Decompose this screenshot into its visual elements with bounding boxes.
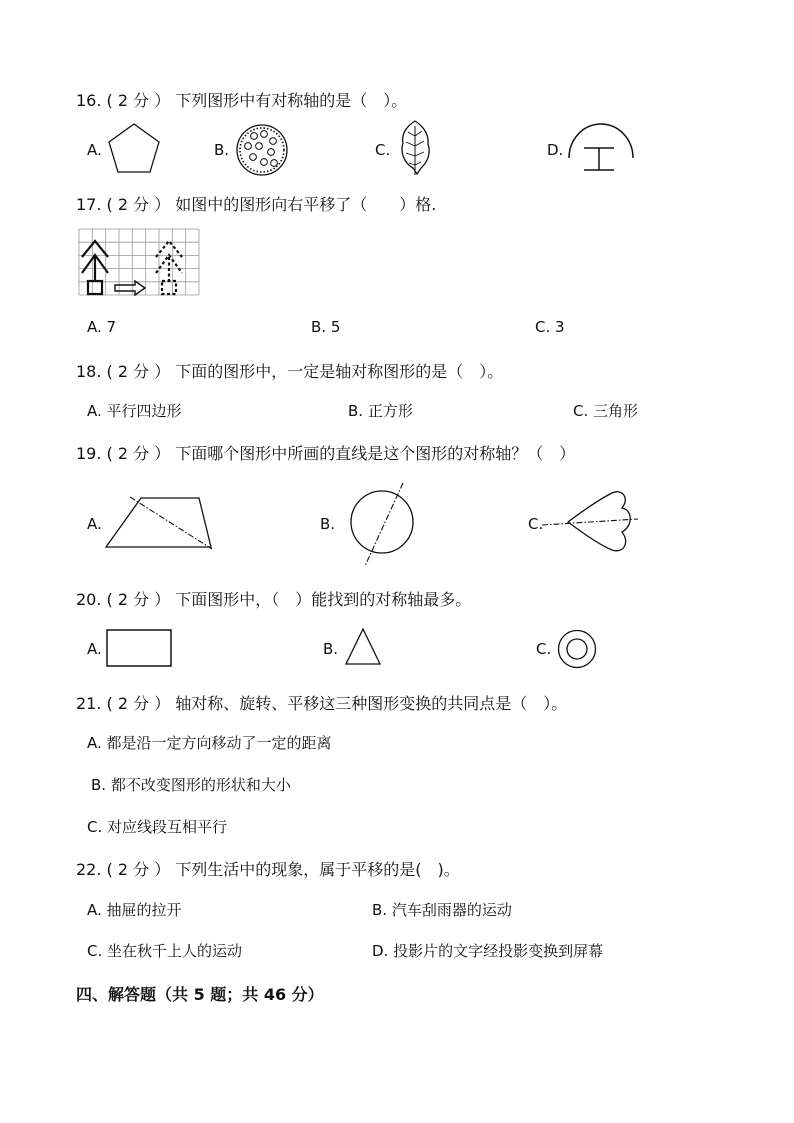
q22-option-b: B. 汽车刮雨器的运动: [372, 901, 512, 919]
q16-option-c-label: C.: [375, 141, 391, 159]
q18-stem: 18. ( 2 分 ） 下面的图形中，一定是轴对称图形的是（ ）。: [76, 362, 504, 381]
q22-option-a: A. 抽屉的拉开: [87, 901, 182, 919]
q22-option-d: D. 投影片的文字经投影变换到屏幕: [372, 942, 604, 960]
triangle-figure: [342, 626, 384, 668]
q19-option-b-label: B.: [320, 515, 336, 533]
q22-stem: 22. ( 2 分 ） 下列生活中的现象，属于平移的是( )。: [76, 860, 460, 879]
q17-option-a: A. 7: [87, 318, 117, 336]
rectangle-figure: [104, 627, 174, 669]
q21-option-c: C. 对应线段互相平行: [87, 818, 228, 836]
q18-option-c: C. 三角形: [573, 402, 639, 420]
q16-option-b-label: B.: [214, 141, 230, 159]
q18-option-a: A. 平行四边形: [87, 402, 182, 420]
q19-option-c-label: C.: [528, 515, 544, 533]
q16-option-a-label: A.: [87, 141, 102, 159]
q19-stem: 19. ( 2 分 ） 下面哪个图形中所画的直线是这个图形的对称轴？（ ）: [76, 444, 576, 463]
q21-option-b: B. 都不改变图形的形状和大小: [91, 776, 291, 794]
section-4-title: 四、解答题（共 5 题；共 46 分）: [76, 985, 324, 1004]
q19-option-a-label: A.: [87, 515, 102, 533]
q16-stem: 16. ( 2 分 ） 下列图形中有对称轴的是（ ）。: [76, 91, 408, 110]
q21-stem: 21. ( 2 分 ） 轴对称、旋转、平移这三种图形变换的共同点是（ ）。: [76, 694, 568, 713]
q17-stem: 17. ( 2 分 ） 如图中的图形向右平移了（ ）格.: [76, 195, 437, 214]
heart-figure: [540, 488, 640, 556]
q20-stem: 20. ( 2 分 ） 下面图形中，（ ）能找到的对称轴最多。: [76, 590, 472, 609]
q20-option-b-label: B.: [323, 640, 339, 658]
trapezoid-figure: [104, 495, 216, 551]
q20-option-c-label: C.: [536, 640, 552, 658]
q18-option-b: B. 正方形: [348, 402, 413, 420]
dotted-circle-icon: [234, 122, 290, 178]
pentagon-icon: [106, 122, 162, 176]
q20-option-a-label: A.: [87, 640, 102, 658]
concentric-circles-figure: [556, 628, 598, 670]
q22-option-c: C. 坐在秋千上人的运动: [87, 942, 243, 960]
q16-option-d-label: D.: [547, 141, 564, 159]
arch-figure-icon: [566, 120, 636, 178]
q17-option-c: C. 3: [535, 318, 565, 336]
circle-figure: [346, 482, 418, 568]
leaf-icon: [395, 118, 435, 178]
q17-option-b: B. 5: [311, 318, 341, 336]
q21-option-a: A. 都是沿一定方向移动了一定的距离: [87, 734, 332, 752]
grid-translation-figure: [79, 229, 201, 297]
